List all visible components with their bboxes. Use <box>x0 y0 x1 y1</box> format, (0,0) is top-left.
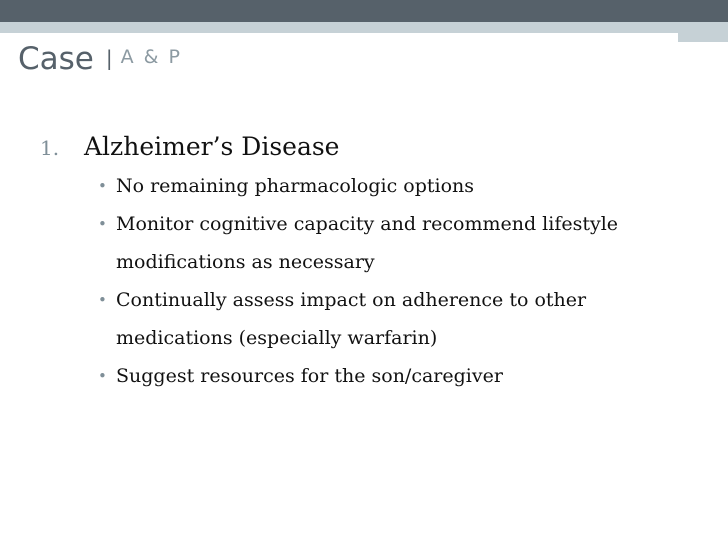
bullet-text: Suggest resources for the son/caregiver <box>116 365 503 387</box>
title-separator: | <box>105 46 113 70</box>
bullet-text: Monitor cognitive capacity and recommend lifestyle modifications as necessary <box>116 213 619 273</box>
header-bar <box>0 0 728 22</box>
bullet-item <box>98 205 700 281</box>
title-text: Case <box>18 41 94 77</box>
header-accent <box>678 22 728 42</box>
bullet-item <box>98 167 700 205</box>
bullet-icon: • <box>98 215 107 233</box>
header-band <box>0 22 728 33</box>
bullet-icon: • <box>98 291 107 309</box>
list-item-number: 1. <box>40 136 60 160</box>
bullet-icon: • <box>98 177 107 195</box>
list-item-title: Alzheimer’s Disease <box>84 132 340 161</box>
bullet-item <box>98 357 700 395</box>
bullet-item <box>98 281 700 357</box>
slide-title <box>18 41 182 77</box>
list-item-heading <box>40 132 700 161</box>
bullet-list <box>98 167 700 395</box>
bullet-text: No remaining pharmacologic options <box>116 175 475 197</box>
content-list <box>40 132 700 395</box>
bullet-icon: • <box>98 367 107 385</box>
bullet-text: Continually assess impact on adherence to other medications (especially warfarin) <box>116 289 587 349</box>
title-subtitle: A & P <box>120 46 182 68</box>
